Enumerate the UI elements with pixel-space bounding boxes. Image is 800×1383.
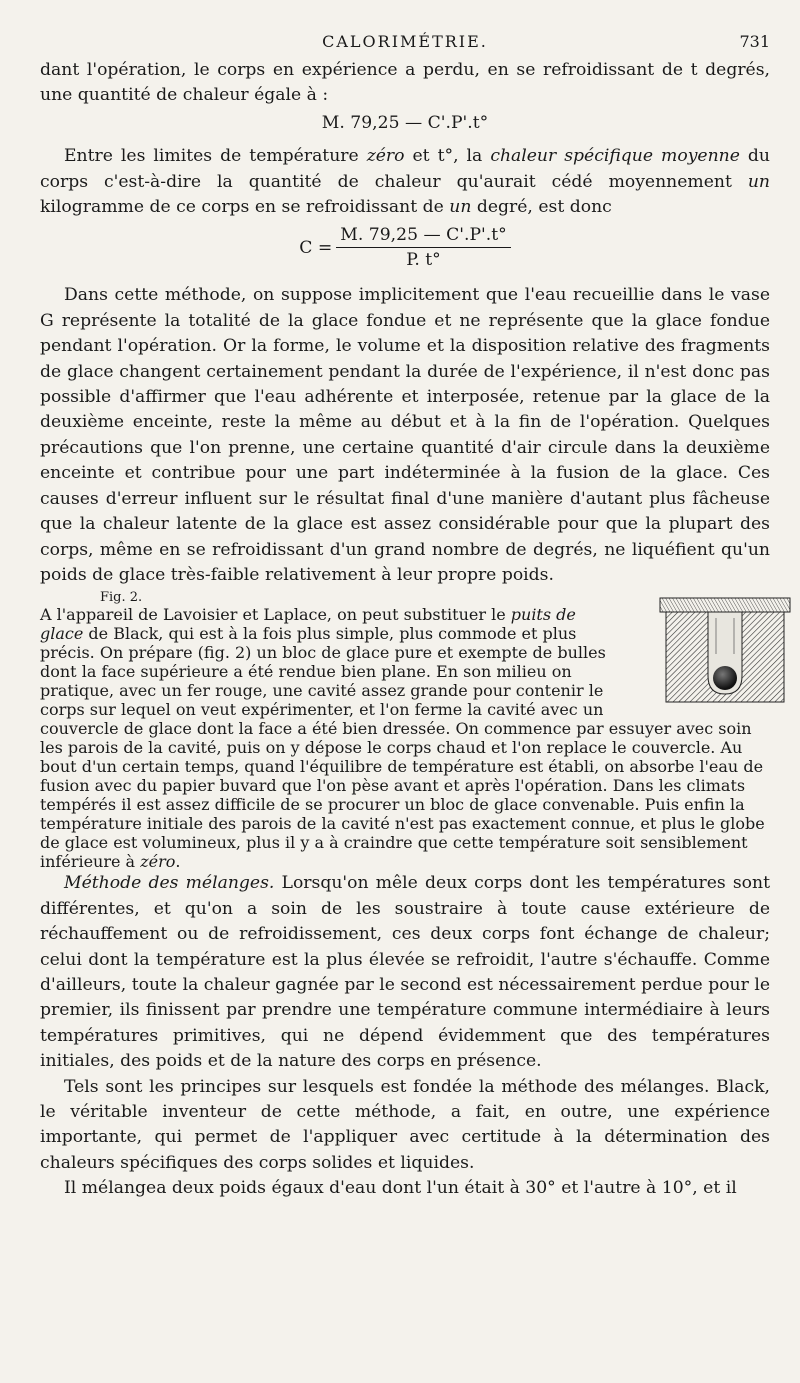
- section-title-methode-des-melanges: Méthode des mélanges.: [64, 873, 275, 894]
- page-header: [40, 28, 770, 58]
- emphasis-un: un: [449, 197, 472, 218]
- formula-denominator: P. t°: [406, 250, 441, 271]
- figure-caption: Fig. 2.: [100, 590, 143, 606]
- text-fragment: .: [175, 852, 181, 872]
- formula-lhs: C =: [299, 237, 333, 258]
- ice-well-illustration: [656, 594, 794, 706]
- book-page: [40, 28, 770, 1202]
- formula-fraction: [336, 224, 510, 271]
- text-fragment: de Black, qui est à la fois plus simple, plus commode et plus précis. On prépare (fig. 2) un bloc de glace pure et exempte de bulles dont la face supérieure a été rendue bien plane. En son milieu on pratique, avec un fer rouge, une cavité assez grande pour contenir le corps sur lequel on veut expérimenter, et l'on ferme la cavité avec un couvercle de glace dont la face a été bien dressée. On commence par essuyer avec soin les parois de la cavité, puis on y dépose le corps chaud et l'on replace le couvercle. Au bout d'un certain temps, quand l'équilibre de température est établi, on absorbe l'eau de fusion avec du papier buvard que l'on pèse avant et après l'opération. Dans les climats tempérés il est assez difficile de se procurer un bloc de glace convenable. Puis enfin la température initiale des parois de la cavité n'est pas exactement connue, et plus le globe de glace est volumineux, plus il y a à craindre que cette température soit sensiblement inférieure à: [40, 624, 765, 872]
- paragraph-method-limitations: Dans cette méthode, on suppose implicitement que l'eau recueillie dans le vase G représente la totalité de la glace fondue et ne représente que la glace fondue pendant l'opération. Or la forme, le volume et la disposition relative des fragments de glace changent certainement pendant la durée de l'expérience, il n'est donc pas possible d'affirmer que l'eau adhérente et interposée, retenue par la glace de la deuxième enceinte, reste la même au début et à la fin de l'opération. Quelques précautions que l'on prenne, une certaine quantité d'air circule dans la deuxième enceinte et contribue pour une part indéterminée à la fusion de la glace. Ces causes d'erreur influent sur le résultat final d'une manière d'autant plus fâcheuse que la chaleur latente de la glace est assez considérable pour que la plupart des corps, même en se refroidissant d'un grand nombre de degrés, ne liquéfient qu'un poids de glace très-faible relativement à leur propre poids.: [40, 285, 770, 585]
- paragraph-mixing-method: [40, 871, 770, 1074]
- emphasis-un: un: [747, 171, 770, 192]
- heat-loss-formula: M. 79,25 — C'.P'.t°: [321, 112, 489, 133]
- specific-heat-formula: [40, 224, 770, 271]
- term-puits-de-glace: puits de glace: [40, 605, 576, 644]
- figure-2: [632, 594, 770, 714]
- formula-numerator: M. 79,25 — C'.P'.t°: [336, 224, 510, 248]
- paragraph-black-experiment: Tels sont les principes sur lesquels est fondée la méthode des mélanges. Black, le véritable inventeur de cette méthode, a fait, en outre, une expérience importante, qui permet de l'appliquer avec certitude à la détermination des chaleurs spécifiques des corps solides et liquides.: [40, 1076, 770, 1173]
- paragraph-opening: dant l'opération, le corps en expérience a perdu, en se refroidissant de t degrés, une quantité de chaleur égale à :: [40, 60, 770, 106]
- term-chaleur-specifique-moyenne: chaleur spécifique moyenne: [490, 146, 740, 167]
- text-fragment: Lorsqu'on mêle deux corps dont les températures sont différentes, et qu'on a soin de les soustraire à toute cause extérieure de réchauffement ou de refroidissement, ces deux corps font échange de chaleur; celui dont la température est la plus élevée se refroidit, l'autre s'échauffe. Comme d'ailleurs, toute la chaleur gagnée par le second est nécessairement perdue pour le premier, ils finissent par prendre une température commune intermédiaire à leurs températures primitives, qui ne dépend évidemment que des températures initiales, des poids et de la nature des corps en présence.: [40, 873, 770, 1072]
- emphasis-zero: zéro: [140, 852, 176, 872]
- text-fragment: et t°, la: [404, 146, 491, 167]
- running-title: CALORIMÉTRIE.: [322, 32, 488, 51]
- text-fragment: degré, est donc: [471, 197, 612, 218]
- text-fragment: A l'appareil de Lavoisier et Laplace, on peut substituer le: [40, 605, 511, 625]
- page-number: 731: [739, 32, 770, 51]
- emphasis-zero: zéro: [366, 146, 405, 167]
- text-fragment: kilogramme de ce corps en se refroidissant de: [40, 197, 450, 218]
- text-fragment: du corps c'est-à-dire la quantité de chaleur qu'aurait cédé moyennement: [40, 146, 770, 192]
- text-fragment: Entre les limites de température: [64, 146, 367, 167]
- paragraph-water-mixing: Il mélangea deux poids égaux d'eau dont l'un était à 30° et l'autre à 10°, et il: [64, 1178, 737, 1199]
- paragraph-specific-heat-definition: [40, 144, 770, 220]
